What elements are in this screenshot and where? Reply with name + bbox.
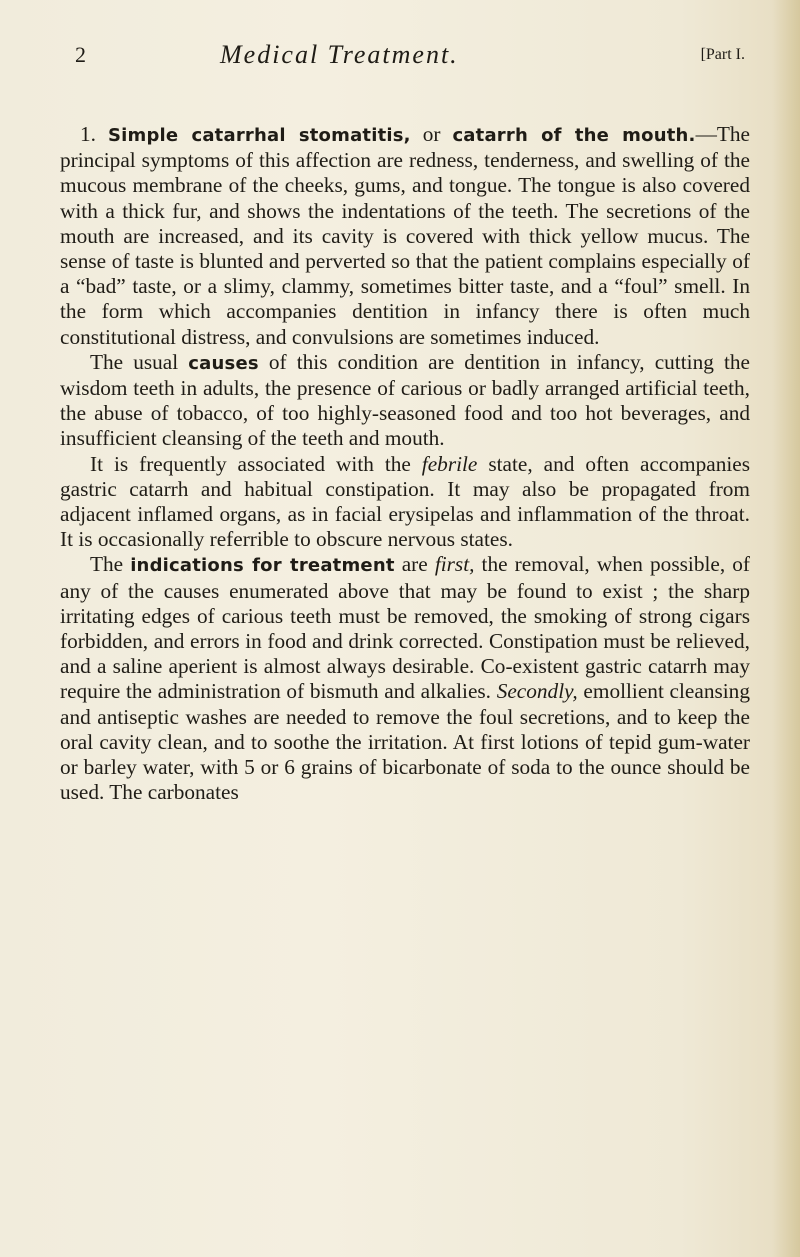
section-number: 1. [80, 122, 108, 146]
part-indicator: [Part I. [700, 46, 745, 63]
causes-heading: causes [188, 352, 259, 374]
first-term: first, [434, 552, 475, 577]
paragraph-stomatitis [60, 122, 750, 350]
section-heading-alt: catarrh of the mouth. [452, 125, 696, 146]
running-head [75, 40, 745, 76]
running-title: Medical Treatment. [220, 40, 459, 69]
paragraph-associations [60, 452, 750, 553]
page-edge-shadow [772, 0, 800, 1257]
paragraph-causes [60, 350, 750, 452]
symptoms-text: —The principal symptoms of this affection are redness, tenderness, and swelling of the mucous membrane of the cheeks, gums, and tongue. The tongue is also covered with a thick fur, and shows the indentations of the teeth. The secretions of the mouth are increased, and its cavity is covered with thick yellow mucus. The sense of taste is blunted and perverted so that the patient complains especially of a “bad” taste, or a slimy, clammy, sometimes bitter taste, and a “foul” smell. In the form which accompanies dentition in infancy there is often much constitutional distress, and convulsions are sometimes induced. [60, 122, 750, 349]
associations-text: state, and often accompanies gastric catarrh and habitual constipation. It may also be propagated from adjacent inflamed organs, as in facial erysipelas and inflammation of the throat. It is occasionally referrible to obscure nervous states. [60, 451, 751, 552]
secondly-term: Secondly, [496, 679, 578, 704]
causes-lead: The usual [90, 349, 189, 374]
page-number: 2 [75, 42, 86, 67]
causes-text: of this condition are dentition in infancy, cutting the wisdom teeth in adults, the presence of carious or badly arranged artificial teeth, the abuse of tobacco, of too highly-seasoned food and too hot beverages, and insufficient cleansing of the teeth and mouth. [60, 349, 750, 451]
heading-connector: or [410, 122, 453, 146]
associations-lead: It is frequently associated with the [90, 451, 422, 476]
body-text [60, 122, 750, 805]
treatment-text-continued: emollient cleansing and antiseptic washes are needed to remove the foul secretions, and to keep the oral cavity clean, and to soothe the irritation. At first lotions of tepid gum-water or barley water, with 5 or 6 grains of bicarbonate of soda to the ounce should be used. The carbonates [60, 679, 750, 805]
paragraph-treatment [60, 552, 750, 805]
treatment-text: the removal, when possible, of any of the causes enumerated above that may be found to exist ; the sharp irritating edges of carious teeth must be removed, the smoking of strong cigars forbidden, and errors in food and drink corrected. Constipation must be relieved, and a saline aperient is almost always desirable. Co-existent gastric catarrh may require the administration of bismuth and alkalies. [60, 552, 750, 704]
treatment-connector: are [394, 552, 435, 577]
treatment-lead: The [90, 552, 131, 577]
febrile-term: febrile [421, 451, 478, 476]
section-heading: Simple catarrhal stomatitis, [107, 125, 411, 146]
treatment-heading: indications for treatment [130, 555, 395, 577]
